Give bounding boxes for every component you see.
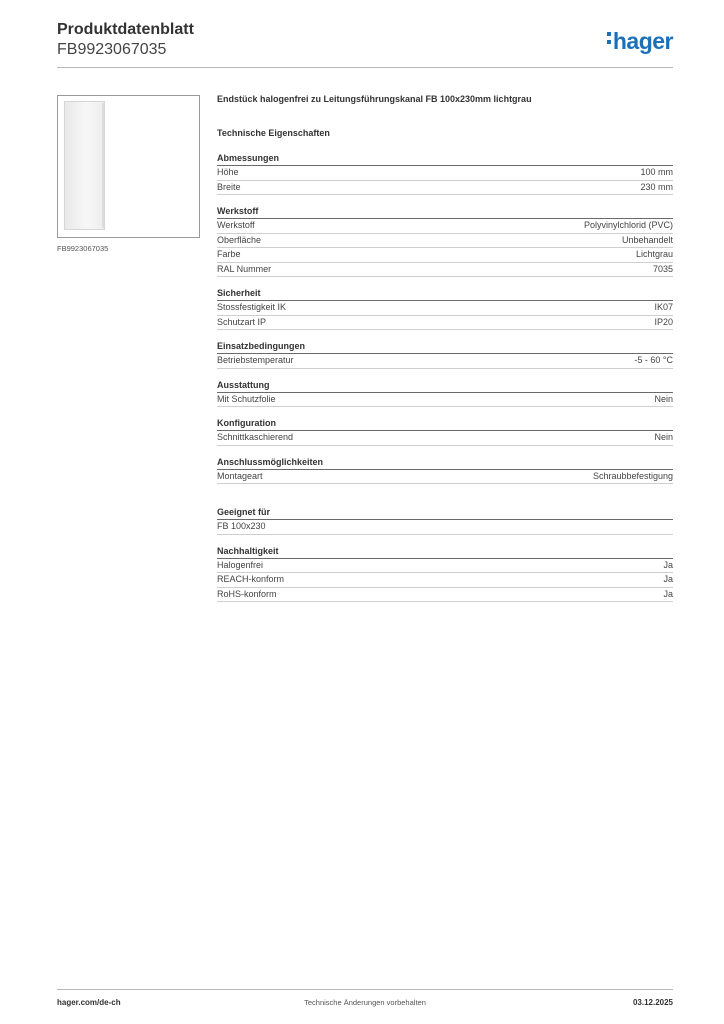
spec-row [217, 470, 673, 485]
spec-label: Schutzart IP [217, 316, 267, 327]
spec-label: Höhe [217, 167, 239, 177]
spec-value: Unbehandelt [621, 234, 673, 245]
page-title: Produktdatenblatt [57, 21, 194, 38]
spec-section-title: Geeignet für [217, 506, 673, 520]
spec-value: 230 mm [640, 181, 673, 192]
spec-value: Nein [654, 393, 673, 404]
spec-row [217, 559, 673, 574]
footer-divider [57, 989, 673, 990]
spec-section-title: Anschlussmöglichkeiten [217, 456, 673, 470]
spec-section [217, 506, 673, 535]
spec-label: Halogenfrei [217, 559, 264, 570]
spec-value: Nein [654, 432, 673, 442]
spec-row [217, 248, 673, 263]
spec-section [217, 205, 673, 277]
spec-label: Mit Schutzfolie [217, 393, 276, 404]
spec-section [217, 379, 673, 408]
spec-label: FB 100x230 [217, 521, 266, 531]
logo-text: hager [612, 28, 673, 54]
spec-value: Ja [663, 574, 673, 584]
spec-row [217, 316, 673, 331]
spec-label: Breite [217, 181, 241, 192]
technical-properties-heading: Technische Eigenschaften [217, 128, 330, 138]
spec-value: Ja [663, 559, 673, 570]
spec-value: 7035 [652, 263, 673, 274]
spec-section [217, 545, 673, 603]
spec-row [217, 520, 673, 535]
product-image-caption: FB9923067035 [57, 244, 109, 253]
end-cap-panel-image [64, 101, 105, 230]
spec-row [217, 234, 673, 249]
spec-label: REACH-konform [217, 574, 285, 584]
spec-label: Werkstoff [217, 220, 255, 230]
spec-row [217, 588, 673, 603]
spec-value: -5 - 60 °C [634, 355, 673, 365]
spec-section-title: Werkstoff [217, 205, 673, 219]
spec-value: Polyvinylchlorid (PVC) [583, 220, 673, 230]
spec-value: IK07 [654, 302, 673, 312]
spec-row [217, 263, 673, 278]
spec-row [217, 573, 673, 588]
spec-value: Ja [663, 588, 673, 599]
spec-sections [217, 152, 673, 602]
article-number: FB9923067035 [57, 41, 167, 58]
spec-row [217, 301, 673, 316]
spec-label: Stossfestigkeit IK [217, 302, 287, 312]
spec-row [217, 354, 673, 369]
spec-value: Schraubbefestigung [592, 470, 673, 481]
logo-colon-icon [607, 32, 613, 48]
spec-label: RoHS-konform [217, 588, 277, 599]
spec-section-title: Nachhaltigkeit [217, 545, 673, 559]
spec-section [217, 417, 673, 446]
spec-label: Farbe [217, 249, 241, 259]
spec-label: Montageart [217, 470, 263, 481]
footer-disclaimer: Technische Änderungen vorbehalten [304, 998, 426, 1007]
spec-row [217, 393, 673, 408]
spec-value: IP20 [654, 316, 673, 327]
footer-website: hager.com/de-ch [57, 998, 121, 1007]
spec-section [217, 287, 673, 330]
hager-logo [607, 28, 673, 55]
product-image [57, 95, 200, 238]
header-divider [57, 67, 673, 68]
spec-section-title: Ausstattung [217, 379, 673, 393]
spec-row [217, 219, 673, 234]
spec-value: 100 mm [640, 167, 673, 177]
document-header [57, 20, 673, 60]
spec-label: Betriebstemperatur [217, 355, 294, 365]
spec-label: RAL Nummer [217, 263, 272, 274]
spec-section [217, 456, 673, 485]
spec-section-title: Abmessungen [217, 152, 673, 166]
spec-section-title: Einsatzbedingungen [217, 340, 673, 354]
panel-edge [102, 103, 104, 228]
spec-section-title: Konfiguration [217, 417, 673, 431]
spec-row [217, 181, 673, 196]
spec-row [217, 166, 673, 181]
spec-value: Lichtgrau [635, 249, 673, 259]
spec-section-title: Sicherheit [217, 287, 673, 301]
product-details [217, 94, 673, 602]
footer-date: 03.12.2025 [632, 998, 673, 1007]
spec-row [217, 431, 673, 446]
product-title: Endstück halogenfrei zu Leitungsführungskanal FB 100x230mm lichtgrau [217, 94, 532, 104]
spec-label: Schnittkaschierend [217, 432, 294, 442]
spec-section [217, 152, 673, 195]
spec-label: Oberfläche [217, 234, 262, 245]
spec-section [217, 340, 673, 369]
